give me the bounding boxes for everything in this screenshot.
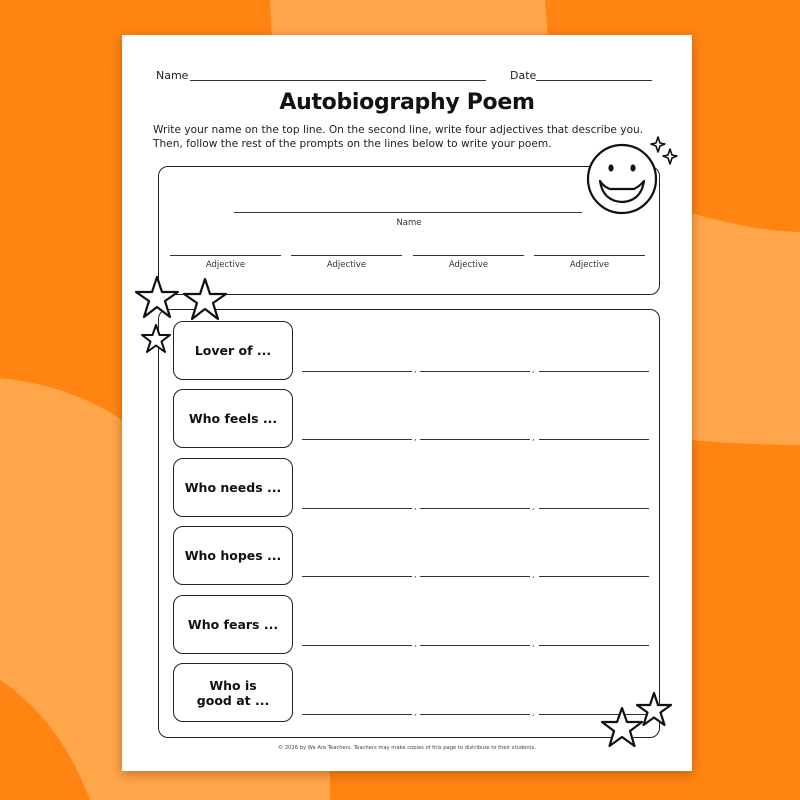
prompt-label-lover-of: Lover of ... (173, 321, 293, 380)
name-label: Name (156, 69, 189, 82)
adjective-caption-4: Adjective (569, 260, 610, 270)
prompt-label-who-fears: Who fears ... (173, 595, 293, 654)
star-icon (140, 323, 176, 359)
comma: , (414, 502, 417, 511)
answer-line[interactable] (420, 645, 530, 646)
comma: , (532, 502, 535, 511)
answer-line[interactable] (420, 508, 530, 509)
adjective-caption-2: Adjective (326, 260, 367, 270)
answer-line[interactable] (302, 714, 412, 715)
answer-line[interactable] (420, 576, 530, 577)
answer-line[interactable] (302, 645, 412, 646)
answer-line[interactable] (302, 371, 412, 372)
comma: , (414, 433, 417, 442)
answer-line[interactable] (420, 714, 530, 715)
adjective-caption-1: Adjective (205, 260, 246, 270)
answer-line[interactable] (539, 371, 649, 372)
comma: , (414, 708, 417, 717)
copyright-footer: © 2026 by We Are Teachers. Teachers may make copies of this page to distribute to their students. (277, 745, 536, 751)
answer-line[interactable] (302, 576, 412, 577)
answer-line[interactable] (302, 508, 412, 509)
answer-line[interactable] (539, 508, 649, 509)
sparkle-icon (650, 135, 680, 169)
prompt-label-who-hopes: Who hopes ... (173, 526, 293, 585)
instructions-text: Write your name on the top line. On the second line, write four adjectives that describe you. Then, follow the rest of the prompts on the lines below to write your poem. (153, 124, 644, 150)
adjective-line-1[interactable] (170, 255, 281, 256)
date-input-line[interactable] (536, 80, 652, 81)
poem-name-line[interactable] (234, 212, 582, 213)
prompt-label-who-needs: Who needs ... (173, 458, 293, 517)
comma: , (532, 365, 535, 374)
star-icon (134, 275, 184, 325)
comma: , (532, 433, 535, 442)
prompt-label-who-feels: Who feels ... (173, 389, 293, 448)
answer-line[interactable] (420, 371, 530, 372)
comma: , (414, 639, 417, 648)
name-input-line[interactable] (190, 80, 486, 81)
answer-line[interactable] (539, 576, 649, 577)
adjective-line-3[interactable] (413, 255, 524, 256)
comma: , (414, 365, 417, 374)
answer-line[interactable] (539, 439, 649, 440)
comma: , (532, 570, 535, 579)
answer-line[interactable] (539, 645, 649, 646)
worksheet-page (122, 35, 692, 771)
adjective-line-4[interactable] (534, 255, 645, 256)
date-label: Date (510, 69, 537, 82)
comma: , (532, 708, 535, 717)
answer-line[interactable] (420, 439, 530, 440)
name-caption: Name (396, 218, 422, 228)
star-icon (182, 277, 232, 327)
prompt-label-who-is-good-at: Who is good at ... (173, 663, 293, 722)
comma: , (532, 639, 535, 648)
answer-line[interactable] (302, 439, 412, 440)
adjective-caption-3: Adjective (448, 260, 489, 270)
adjective-line-2[interactable] (291, 255, 402, 256)
page-title: Autobiography Poem (279, 90, 535, 115)
comma: , (414, 570, 417, 579)
